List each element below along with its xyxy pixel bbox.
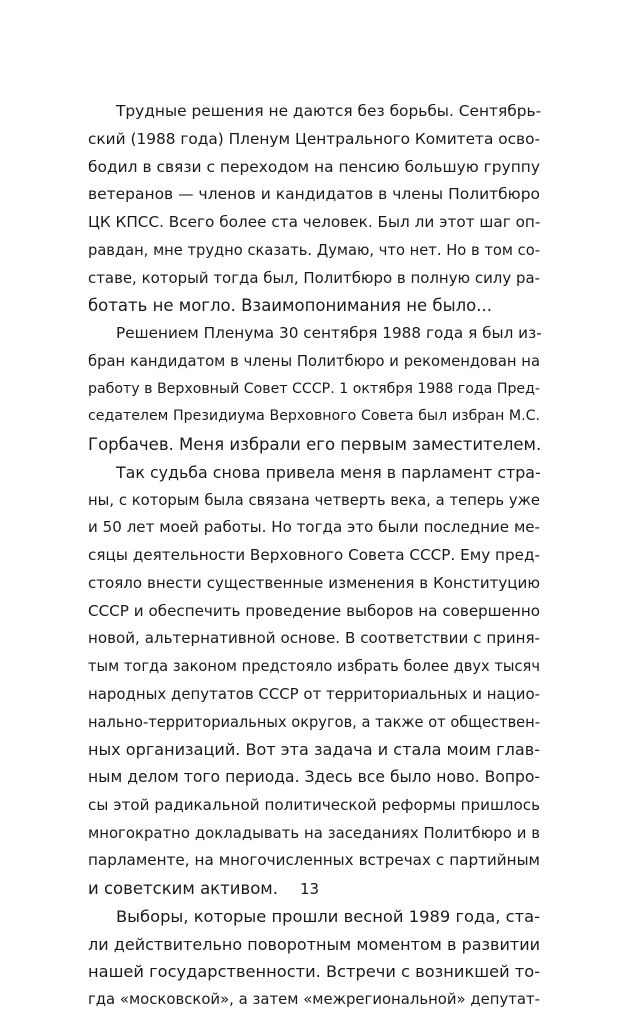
text-line: бран кандидатом в члены Политбюро и рекомендован на: [88, 352, 540, 370]
text-line: Так судьба снова привела меня в парламент стра-: [116, 462, 541, 482]
text-line: Выборы, которые прошли весной 1989 года, ста-: [116, 906, 540, 926]
paragraph: [88, 98, 540, 320]
text-line: гда «московской», а затем «межрегиональной» депутат-: [88, 990, 540, 1008]
paragraph: [88, 903, 540, 1014]
paragraph: [88, 320, 540, 459]
text-line: ЦК КПСС. Всего более ста человек. Был ли этот шаг оп-: [88, 213, 541, 231]
text-line: и советским активом.: [88, 879, 278, 898]
text-line: седателем Президиума Верховного Совета был избран М.С.: [88, 408, 540, 425]
text-line: стояло внести существенные изменения в Конституцию: [88, 573, 540, 592]
text-line: Решением Пленума 30 сентября 1988 года я был из-: [116, 324, 542, 342]
text-line: ветеранов — членов и кандидатов в члены Политбюро: [88, 185, 540, 204]
text-line: парламенте, на многочисленных встречах с партийным: [88, 851, 540, 870]
paragraph: [88, 459, 540, 903]
text-line: СССР и обеспечить проведение выборов на совершенно: [88, 601, 540, 620]
text-line: ставе, который тогда был, Политбюро в полную силу ра-: [88, 268, 540, 287]
text-line: ных организаций. Вот эта задача и стала моим глав-: [88, 740, 540, 760]
text-line: ли действительно поворотным моментом в развитии: [88, 934, 540, 954]
text-line: сяцы деятельности Верховного Совета СССР. Ему пред-: [88, 546, 541, 564]
text-line: равдан, мне трудно сказать. Думаю, что нет. Но в том со-: [88, 241, 540, 259]
text-line: многократно докладывать на заседаниях Политбюро и в: [88, 823, 540, 842]
text-line: работу в Верховный Совет СССР. 1 октября 1988 года Пред-: [88, 380, 541, 397]
text-line: тым тогда законом предстояло избрать более двух тысяч: [88, 658, 540, 675]
text-line: народных депутатов СССР от территориальных и нацио-: [88, 684, 541, 703]
text-line: нально-территориальных округов, а также от обществен-: [88, 713, 540, 731]
text-line: сы этой радикальной политической реформы пришлось: [88, 795, 540, 814]
text-line: ский (1988 года) Пленум Центрального Комитета осво-: [88, 129, 540, 148]
page-number: 13: [299, 880, 320, 898]
text-line: Горбачев. Меня избрали его первым заместителем.: [88, 435, 542, 454]
text-line: нашей государственности. Встречи с возникшей то-: [88, 962, 541, 982]
text-line: ботать не могло. Взаимопонимания не было...: [88, 296, 492, 316]
text-line: бодил в связи с переходом на пенсию большую группу: [88, 157, 541, 176]
body-text: [88, 98, 540, 1014]
text-line: ным делом того периода. Здесь все было ново. Вопро-: [88, 768, 540, 786]
text-line: ны, с которым была связана четверть века, а теперь уже: [88, 491, 540, 509]
text-line: и 50 лет моей работы. Но тогда это были последние ме-: [88, 518, 540, 537]
text-line: Трудные решения не даются без борьбы. Сентябрь-: [116, 102, 542, 120]
text-line: новой, альтернативной основе. В соответствии с приня-: [88, 629, 540, 648]
